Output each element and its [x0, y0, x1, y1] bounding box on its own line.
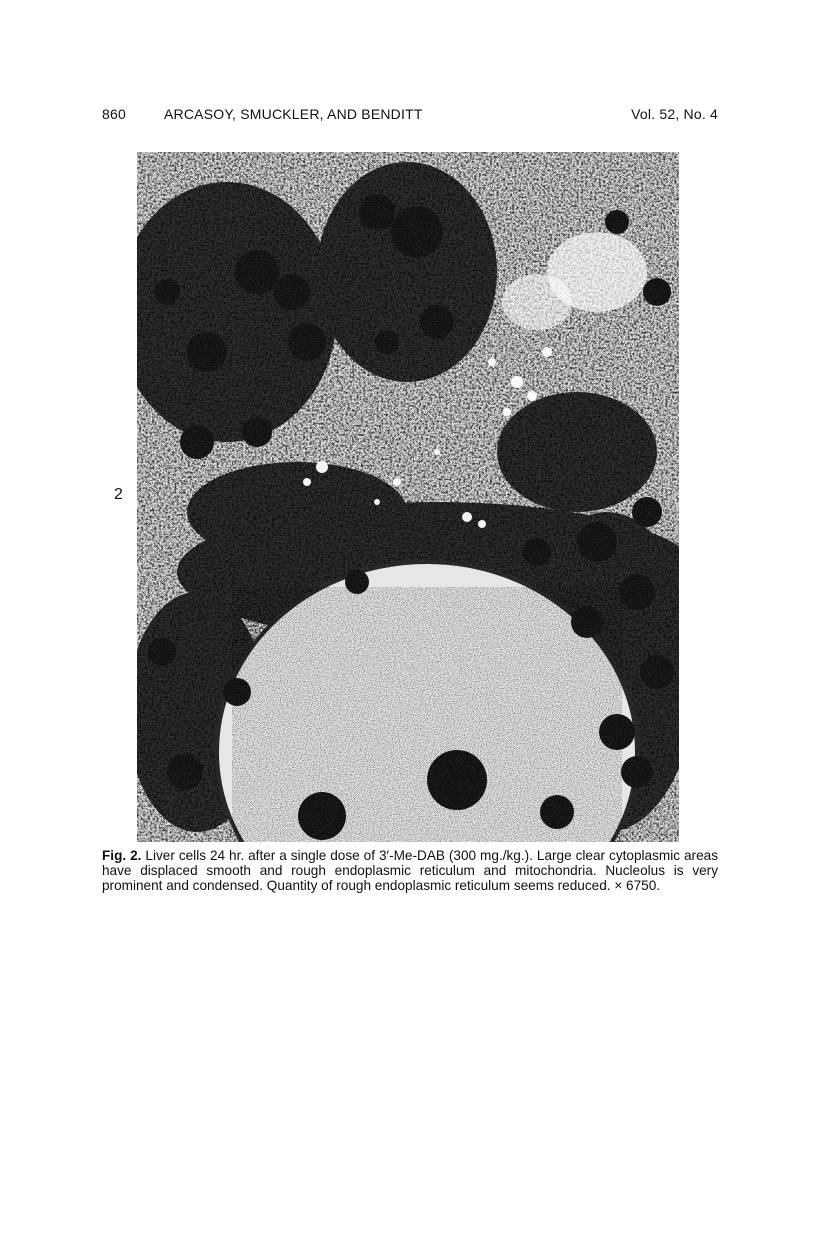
figure-caption — [102, 848, 718, 893]
running-head-volume: Vol. 52, No. 4 — [631, 106, 718, 122]
plate-number: 2 — [114, 486, 123, 503]
micrograph-image — [137, 152, 679, 842]
caption-text: Liver cells 24 hr. after a single dose of 3′-Me-DAB (300 mg./kg.). Large clear cytoplasmic areas have displaced smooth and rough endoplasmic reticulum and mitochondria. Nucleolus is very prominent and condensed. Quantity of rough endoplasmic reticulum seems reduced. × 6750. — [102, 848, 718, 893]
running-head-authors: ARCASOY, SMUCKLER, AND BENDITT — [164, 106, 423, 122]
page-number: 860 — [102, 106, 126, 122]
caption-label: Fig. 2. — [102, 848, 142, 863]
running-head — [102, 106, 718, 126]
electron-micrograph — [137, 152, 679, 842]
